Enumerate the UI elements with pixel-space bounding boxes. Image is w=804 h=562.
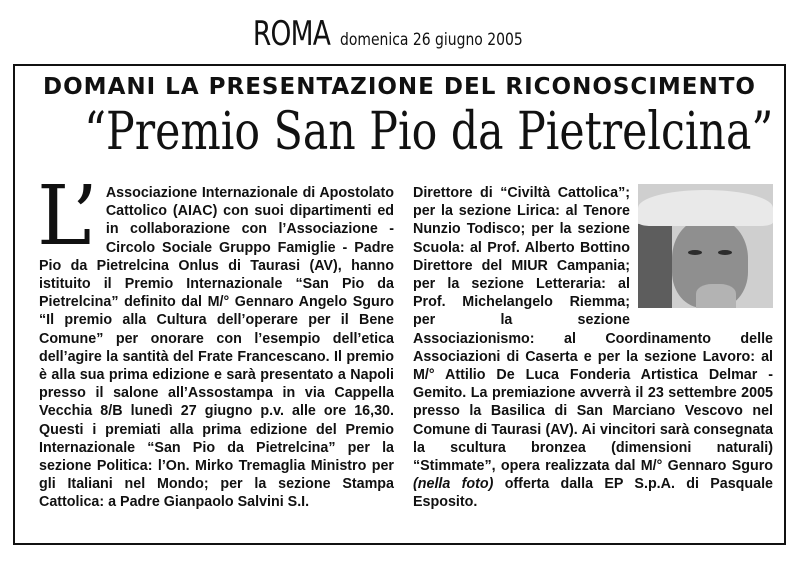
article-box bbox=[13, 64, 786, 545]
photo-eye-left bbox=[688, 250, 702, 255]
article-body-left: Associazione Internazionale di Apostolato Cattolico (AIAC) con suoi dipartimenti ed in collaborazione con l’Associazione - Circolo Sociale Gruppo Famiglie - Padre Pio da Pietrelcina Onlus di Taurasi (AV), hanno istituito il Premio Internazionale “San Pio da Pietrelcina” definito dal M/° Gennaro Angelo Sguro “Il premio alla Cultura dell’operare per il Bene Comune” per onorare con l’esempio dell’etica dell’agire la santità del Frate Francescano. Il premio è alla sua prima edizione e sarà presentato a Napoli presso il salone all’Assostampa in via Cappella Vecchia 8/B lunedì 27 giugno p.v. alle ore 16,30. Questi i premiati alla prima edizione del Premio Internazionale “San Pio da Pietrelcina” per la sezione Politica: l’On. Mirko Tremaglia Ministro per gli Italiani nel Mondo; per la sezione Stampa Cattolica: a Padre Gianpaolo Salvini S.I. bbox=[39, 185, 394, 511]
article-title: “Premio San Pio da Pietrelcina” bbox=[84, 102, 774, 162]
drop-cap: L’ bbox=[37, 169, 98, 264]
photo-caption-ref: (nella foto) bbox=[413, 476, 494, 493]
body-right-part-b: offerta dalla EP S.p.A. di Pasquale Esposito. bbox=[413, 476, 774, 511]
photo-hat bbox=[638, 190, 773, 226]
portrait-photo bbox=[638, 184, 773, 308]
article-headline: DOMANI LA PRESENTAZIONE DEL RICONOSCIMENTO bbox=[43, 74, 756, 100]
article-column-left bbox=[37, 169, 394, 512]
body-right-part-a: Direttore di “Civiltà Cattolica”; per la sezione Lirica: al Tenore Nunzio Todisco; per la sezione Scuola: al Prof. Alberto Bottino Direttore del MIUR Campania; per la sezione Letteraria: al Prof. Michelangelo Riemma; per la sezione Associazionismo: al Coordinamento delle Associazioni di Caserta e per la sezione Lavoro: al M/° Attilio De Luca Fonderia Artistica Delmar - Gemito. La premiazione avverrà il 23 settembre 2005 presso la Basilica di San Marciano Vescovo nel Comune di Taurasi (AV). Ai vincitori sarà consegnata la scultura bronzea (dimensioni naturali) “Stimmate”, opera realizzata dal M/° Gennaro Sguro bbox=[413, 185, 773, 475]
photo-hand bbox=[696, 284, 736, 308]
masthead bbox=[0, 14, 804, 54]
photo-shadow bbox=[638, 224, 672, 308]
publication-date: domenica 26 giugno 2005 bbox=[339, 30, 523, 50]
photo-eye-right bbox=[718, 250, 732, 255]
city-name: ROMA bbox=[252, 14, 330, 54]
article-column-right bbox=[413, 184, 773, 512]
